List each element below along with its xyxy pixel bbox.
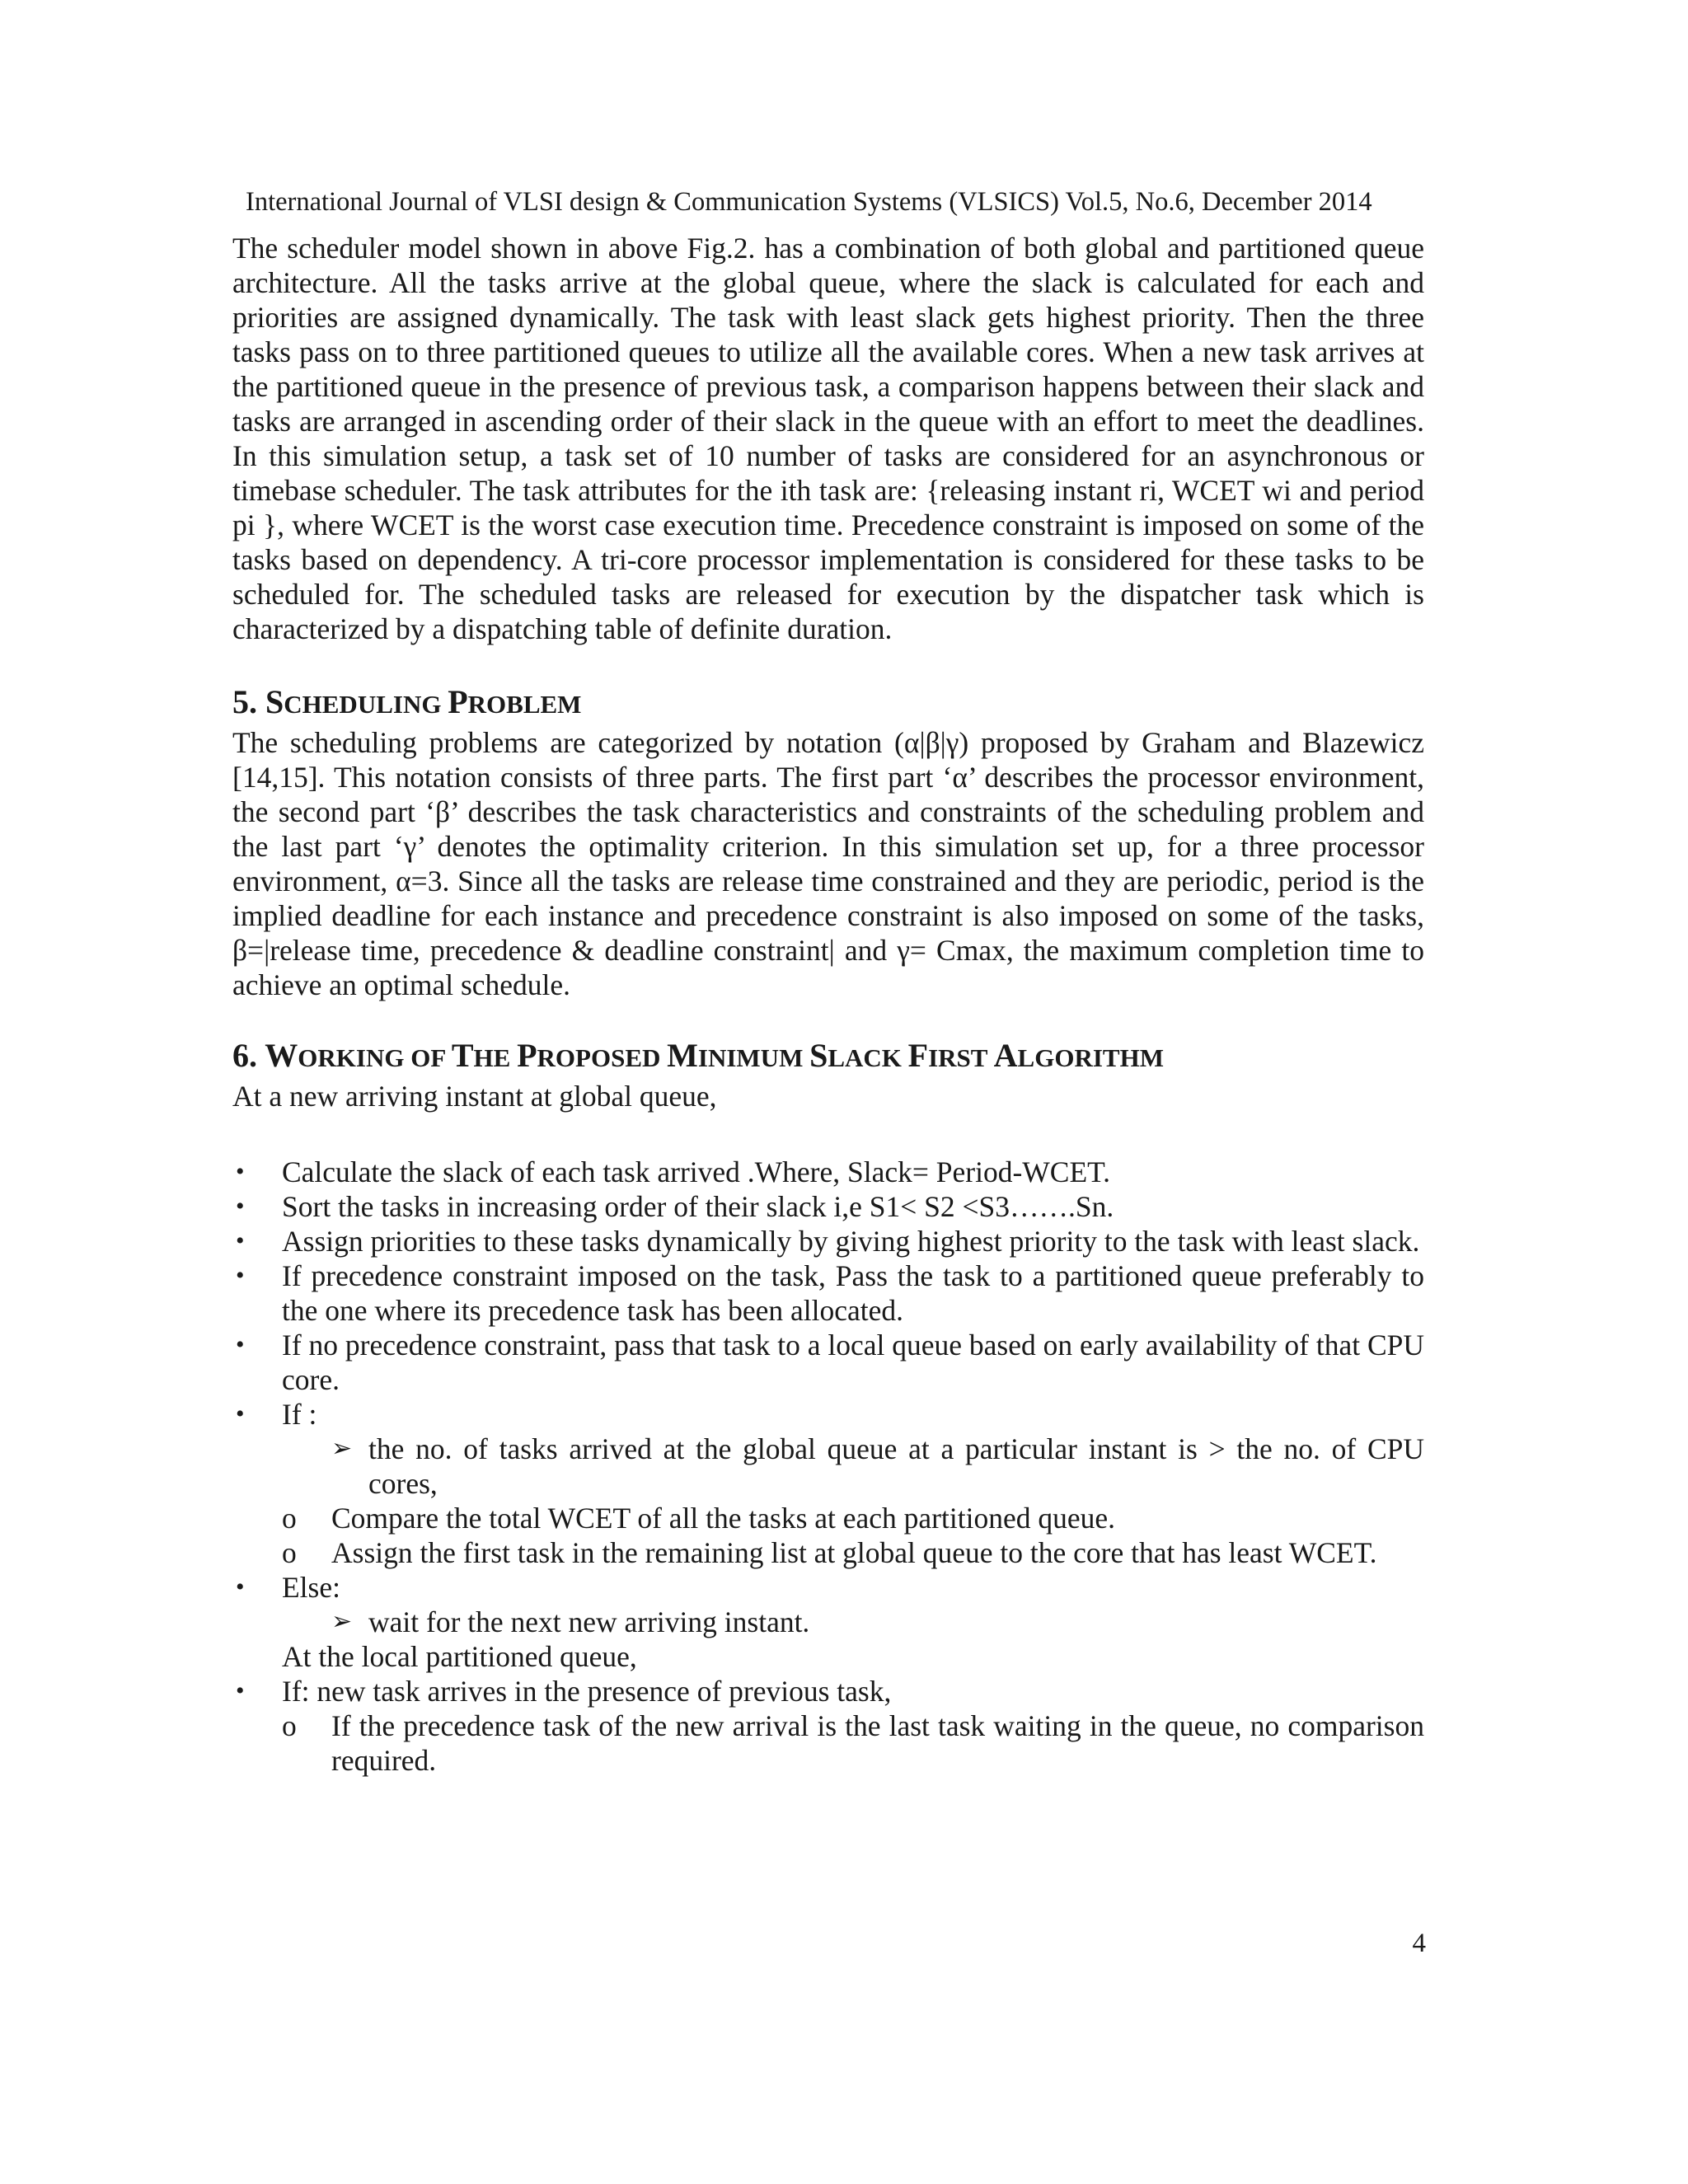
arrow-bullet-icon: ➢ — [331, 1608, 353, 1635]
algorithm-steps — [232, 1155, 1424, 1778]
section-5-heading: 5. SCHEDULING PROBLEM — [232, 683, 582, 720]
list-item: • If : — [236, 1398, 317, 1431]
list-subitem: o If the precedence task of the new arrival is the last task waiting in the queue, no comparison required. — [282, 1709, 1424, 1777]
list-item: • Assign priorities to these tasks dynamically by giving highest priority to the task with least slack. — [236, 1225, 1420, 1258]
list-subitem: ➢ the no. of tasks arrived at the global queue at a particular instant is > the no. of CPU cores, — [331, 1432, 1424, 1500]
intro-paragraph: The scheduler model shown in above Fig.2. has a combination of both global and partitioned queue architecture. All the tasks arrive at the global queue, where the slack is calculated for each and priorities are assigned dynamically. The task with least slack gets highest priority. Then the three tasks pass on to three partitioned queues to utilize all the available cores. When a new task arrives at the partitioned queue in the presence of previous task, a comparison happens between their slack and tasks are arranged in ascending order of their slack in the queue with an effort to meet the deadlines. In this simulation setup, a task set of 10 number of tasks are considered for an asynchronous or timebase scheduler. The task attributes for the ith task are: {releasing instant ri, WCET wi and period pi }, where WCET is the worst case execution time. Precedence constraint is imposed on some of the tasks based on dependency. A tri-core processor implementation is considered for these tasks to be scheduled for. The scheduled tasks are released for execution by the dispatcher task which is characterized by a dispatching table of definite duration. — [232, 232, 1424, 645]
arrow-bullet-icon: ➢ — [331, 1435, 353, 1462]
list-subitem: ➢ wait for the next new arriving instant. — [331, 1605, 810, 1638]
list-item: • Sort the tasks in increasing order of their slack i,e S1< S2 <S3…….Sn. — [236, 1190, 1114, 1223]
bullet-icon: • — [236, 1400, 245, 1427]
list-item: • If precedence constraint imposed on the task, Pass the task to a partitioned queue preferably to the one where its precedence task has been allocated. — [236, 1259, 1424, 1327]
section-5-paragraph: The scheduling problems are categorized by notation (α|β|γ) proposed by Graham and Blazewicz [14,15]. This notation consists of three parts. The first part ‘α’ describes the processor environment, the second part ‘β’ describes the task characteristics and constraints of the scheduling problem and the last part ‘γ’ denotes the optimality criterion. In this simulation set up, for a three processor environment, α=3. Since all the tasks are release time constrained and they are periodic, period is the implied deadline for each instance and precedence constraint is also imposed on some of the tasks, β=|release time, precedence & deadline constraint| and γ= Cmax, the maximum completion time to achieve an optimal schedule. — [232, 726, 1424, 1001]
circle-bullet-icon: o — [282, 1709, 297, 1742]
bullet-icon: • — [236, 1262, 245, 1289]
list-item: • If: new task arrives in the presence of previous task, — [236, 1675, 892, 1708]
list-item: • Calculate the slack of each task arrived .Where, Slack= Period-WCET. — [236, 1155, 1111, 1188]
algorithm-intro: At a new arriving instant at global queue, — [232, 1080, 717, 1113]
list-item: • Else: — [236, 1571, 340, 1604]
bullet-icon: • — [236, 1677, 245, 1704]
section-6-heading: 6. WORKING OF THE PROPOSED MINIMUM SLACK FIRST ALGORITHM — [232, 1037, 1164, 1074]
circle-bullet-icon: o — [282, 1502, 297, 1535]
bullet-icon: • — [236, 1227, 245, 1254]
local-queue-intro: At the local partitioned queue, — [282, 1640, 637, 1673]
bullet-icon: • — [236, 1331, 245, 1358]
bullet-icon: • — [236, 1158, 245, 1185]
page-content — [232, 231, 1424, 1778]
list-subitem: o Compare the total WCET of all the tasks at each partitioned queue. — [282, 1502, 1115, 1535]
running-header: International Journal of VLSI design & Communication Systems (VLSICS) Vol.5, No.6, December 2014 — [246, 187, 1372, 217]
list-subitem: o Assign the first task in the remaining list at global queue to the core that has least WCET. — [282, 1536, 1377, 1569]
list-item: • If no precedence constraint, pass that task to a local queue based on early availability of that CPU core. — [236, 1329, 1425, 1396]
page-number: 4 — [1412, 1929, 1426, 1958]
bullet-icon: • — [236, 1193, 245, 1220]
circle-bullet-icon: o — [282, 1536, 297, 1569]
bullet-icon: • — [236, 1573, 245, 1601]
